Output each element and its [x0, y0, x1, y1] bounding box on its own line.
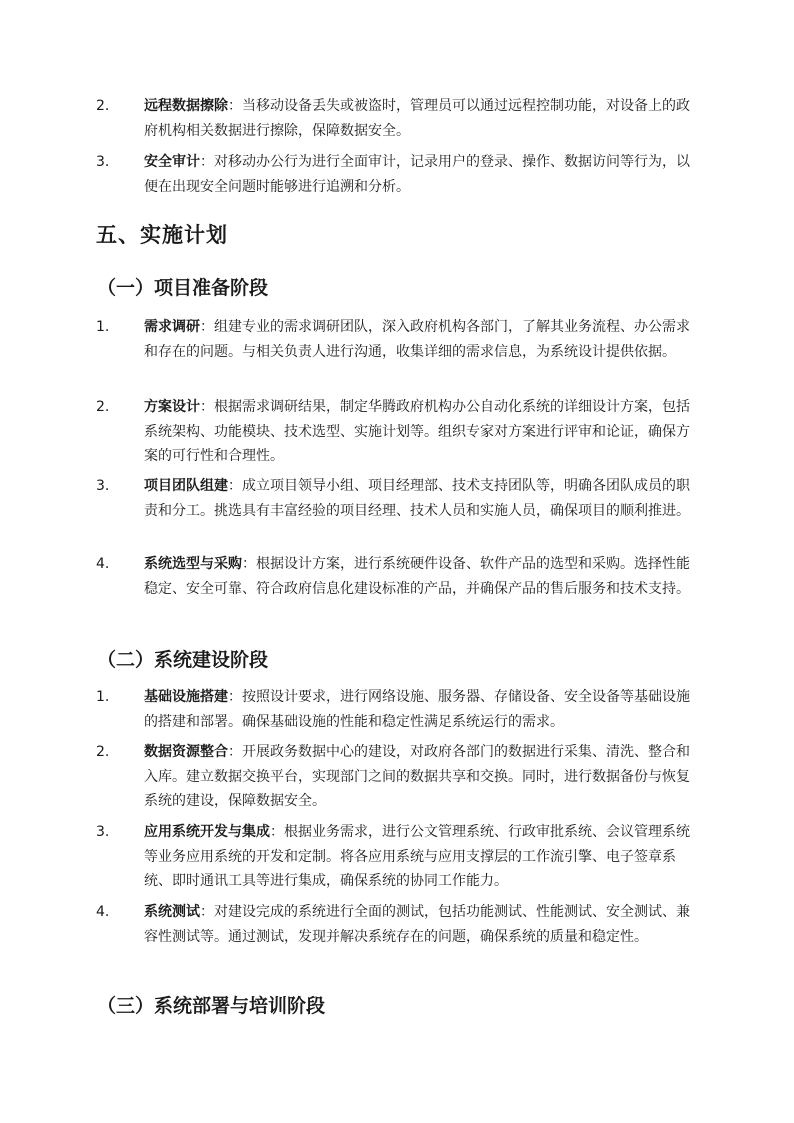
list-number: 2.	[96, 399, 110, 415]
list-item	[96, 685, 700, 734]
subsection-heading: （一）项目准备阶段	[97, 277, 269, 299]
list-number: 4.	[96, 904, 110, 920]
list-term: 系统测试	[144, 904, 200, 920]
list-term: 系统选型与采购	[144, 556, 242, 572]
subsection-heading: （三）系统部署与培训阶段	[97, 995, 326, 1017]
list-number: 2.	[96, 98, 110, 114]
list-text: ：根据业务需求，进行公文管理系统、行政审批系统、会议管理系统等业务应用系统的开发和定制。将各应用系统与应用支撑层的工作流引擎、电子签章系统、即时通讯工具等进行集成，确保系统的协同工作能力。	[144, 824, 690, 889]
list-item	[96, 150, 700, 199]
list-term: 远程数据擦除	[144, 98, 228, 114]
list-item	[96, 820, 700, 894]
section-heading: 五、实施计划	[96, 223, 228, 247]
list-number: 4.	[96, 556, 110, 572]
list-number: 3.	[96, 154, 110, 170]
list-text: ：对建设完成的系统进行全面的测试，包括功能测试、性能测试、安全测试、兼容性测试等。通过测试，发现并解决系统存在的问题，确保系统的质量和稳定性。	[144, 904, 690, 945]
list-term: 基础设施搭建	[144, 689, 228, 705]
list-term: 需求调研	[144, 319, 200, 335]
list-number: 3.	[96, 824, 110, 840]
list-text: ：对移动办公行为进行全面审计，记录用户的登录、操作、数据访问等行为，以便在出现安全问题时能够进行追溯和分析。	[144, 154, 690, 195]
list-text: ：根据需求调研结果，制定华腾政府机构办公自动化系统的详细设计方案，包括系统架构、功能模块、技术选型、实施计划等。组织专家对方案进行评审和论证，确保方案的可行性和合理性。	[144, 399, 690, 464]
list-text: ：组建专业的需求调研团队，深入政府机构各部门，了解其业务流程、办公需求和存在的问题。与相关负责人进行沟通，收集详细的需求信息，为系统设计提供依据。	[144, 319, 690, 360]
list-number: 1.	[96, 689, 110, 705]
list-item	[96, 315, 700, 364]
list-term: 应用系统开发与集成	[144, 824, 270, 840]
list-number: 1.	[96, 319, 110, 335]
list-term: 方案设计	[144, 399, 200, 415]
list-text: ：当移动设备丢失或被盗时，管理员可以通过远程控制功能，对设备上的政府机构相关数据进行擦除，保障数据安全。	[144, 98, 690, 139]
list-item	[96, 900, 700, 949]
list-term: 安全审计	[144, 154, 200, 170]
list-term: 项目团队组建	[144, 478, 228, 494]
list-number: 2.	[96, 744, 110, 760]
list-text: ：根据设计方案，进行系统硬件设备、软件产品的选型和采购。选择性能稳定、安全可靠、符合政府信息化建设标准的产品，并确保产品的售后服务和技术支持。	[144, 556, 690, 597]
list-number: 3.	[96, 478, 110, 494]
list-item	[96, 474, 700, 523]
list-text: ：按照设计要求，进行网络设施、服务器、存储设备、安全设备等基础设施的搭建和部署。确保基础设施的性能和稳定性满足系统运行的需求。	[144, 689, 690, 730]
list-item	[96, 552, 700, 601]
subsection-heading: （二）系统建设阶段	[97, 649, 269, 671]
list-item	[96, 395, 700, 469]
list-text: ：成立项目领导小组、项目经理部、技术支持团队等，明确各团队成员的职责和分工。挑选具有丰富经验的项目经理、技术人员和实施人员，确保项目的顺利推进。	[144, 478, 690, 519]
list-text: ：开展政务数据中心的建设，对政府各部门的数据进行采集、清洗、整合和入库。建立数据交换平台，实现部门之间的数据共享和交换。同时，进行数据备份与恢复系统的建设，保障数据安全。	[144, 744, 690, 809]
list-item	[96, 94, 700, 143]
list-term: 数据资源整合	[144, 744, 228, 760]
list-item	[96, 740, 700, 814]
